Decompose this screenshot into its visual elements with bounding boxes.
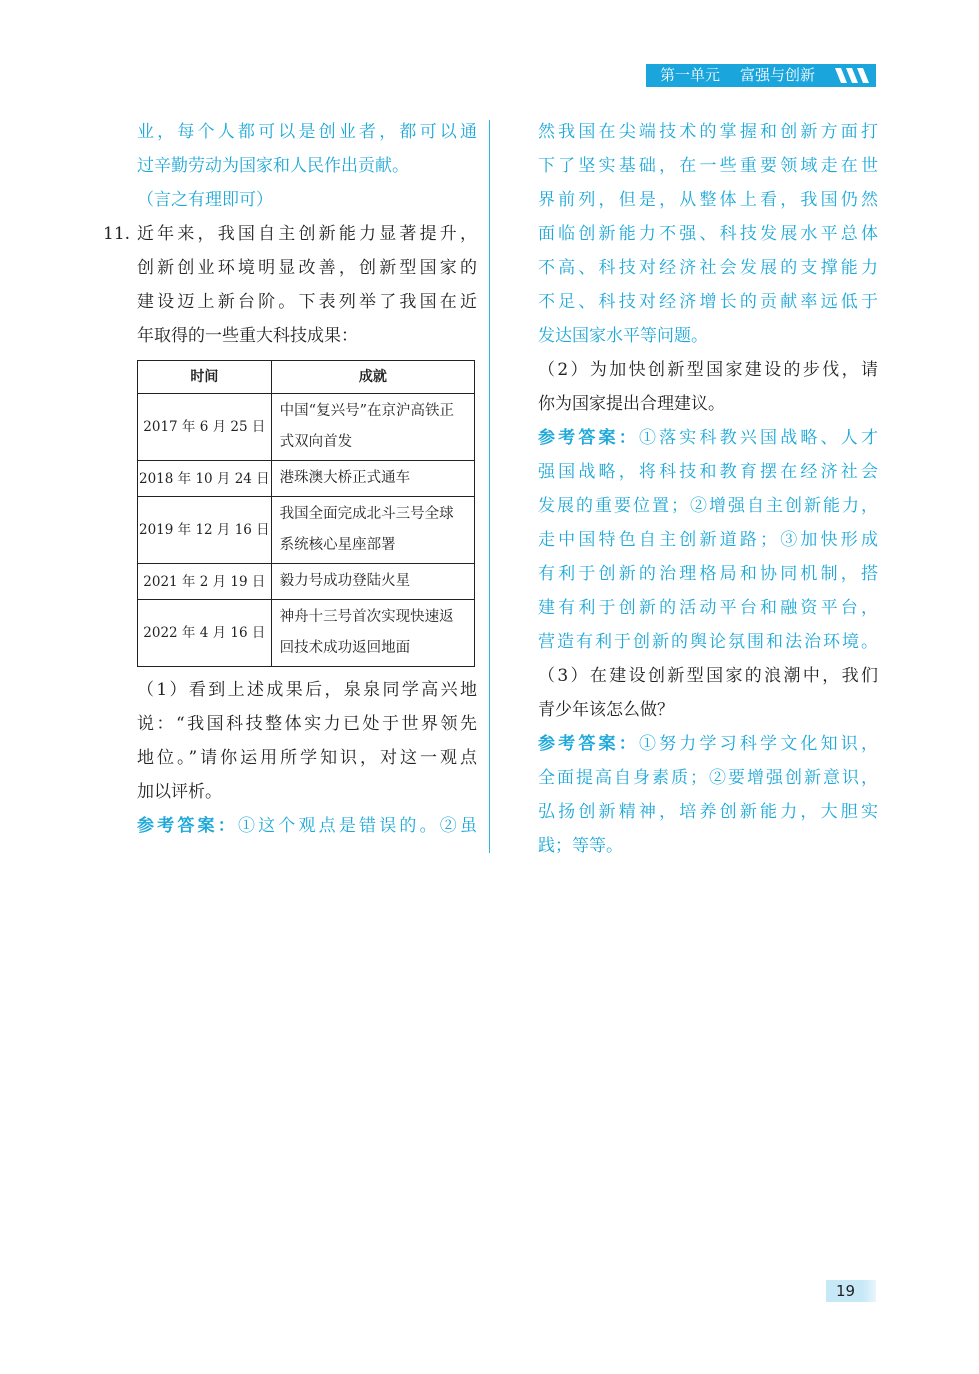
table-row: [138, 394, 475, 461]
answer-text: ①落实科教兴国战略、人才: [638, 428, 878, 448]
row-achievement: 神舟十三号首次实现快速返回技术成功返回地面: [271, 600, 474, 667]
column-divider: [489, 120, 490, 853]
answer-2-line: 有利于创新的治理格局和协同机制，搭: [538, 564, 878, 584]
answer-1-line: 不高、科技对经济社会发展的支撑能力: [538, 258, 878, 278]
achievements-table: [137, 360, 475, 667]
unit-header: [646, 64, 876, 87]
unit-name: 第一单元: [660, 66, 721, 84]
answer-1-line: 然我国在尖端技术的掌握和创新方面打: [538, 122, 878, 142]
row-date: 2021 年 2 月 19 日: [138, 564, 272, 600]
row-date: 2019 年 12 月 16 日: [138, 497, 272, 564]
row-achievement: 我国全面完成北斗三号全球系统核心星座部署: [271, 497, 474, 564]
answer-2-line: 强国战略，将科技和教育摆在经济社会: [538, 462, 878, 482]
table-header-row: [138, 361, 475, 394]
right-column: [538, 115, 878, 863]
answer-2-line: 建有利于创新的活动平台和融资平台，: [538, 598, 878, 618]
prev-answer-line: 过辛勤劳动为国家和人民作出贡献。: [137, 156, 409, 176]
answer-label: 参考答案：: [538, 428, 639, 448]
answer-1-line: 发达国家水平等问题。: [538, 326, 708, 346]
row-achievement: 中国“复兴号”在京沪高铁正式双向首发: [271, 394, 474, 461]
question-11: [103, 217, 477, 353]
answer-text: ①这个观点是错误的。②虽: [237, 816, 477, 836]
answer-3-line: 弘扬创新精神，培养创新能力，大胆实: [538, 802, 878, 822]
answer-2-line: 营造有利于创新的舆论氛围和法治环境。: [538, 632, 878, 652]
question-number: 11.: [103, 224, 131, 244]
answer-text: ①努力学习科学文化知识，: [638, 734, 878, 754]
answer-1-line: [137, 809, 477, 843]
row-date: 2017 年 6 月 25 日: [138, 394, 272, 461]
answer-label: 参考答案：: [538, 734, 639, 754]
sub-question-1-line: 加以评析。: [137, 782, 222, 802]
left-column: [103, 115, 477, 843]
answer-2-line: [538, 421, 878, 455]
table-row: [138, 461, 475, 497]
table-row: [138, 497, 475, 564]
sub-question-1-line: 地位。”请你运用所学知识，对这一观点: [137, 748, 477, 768]
question-line: 近年来，我国自主创新能力显著提升，: [137, 224, 477, 244]
row-date: 2022 年 4 月 16 日: [138, 600, 272, 667]
sub-question-2-line: （2）为加快创新型国家建设的步伐，请: [538, 360, 878, 380]
answer-2-line: 走中国特色自主创新道路；③加快形成: [538, 530, 878, 550]
answer-3-line: 践；等等。: [538, 836, 623, 856]
table-row: [138, 600, 475, 667]
question-line: 年取得的一些重大科技成果：: [137, 326, 358, 346]
answer-1-line: 下了坚实基础，在一些重要领域走在世: [538, 156, 878, 176]
prev-answer-line: （言之有理即可）: [137, 190, 273, 210]
sub-question-1-line: 说：“我国科技整体实力已处于世界领先: [137, 714, 477, 734]
answer-1-line: 不足、科技对经济增长的贡献率远低于: [538, 292, 878, 312]
prev-answer-line: 业，每个人都可以是创业者，都可以通: [137, 122, 477, 142]
column-header-time: 时间: [138, 361, 272, 394]
sub-question-2-line: 你为国家提出合理建议。: [538, 394, 725, 414]
row-date: 2018 年 10 月 24 日: [138, 461, 272, 497]
sub-question-3-line: 青少年该怎么做？: [538, 700, 674, 720]
page-number-text: 19: [836, 1282, 856, 1300]
sub-question-1-line: （1）看到上述成果后，泉泉同学高兴地: [137, 680, 477, 700]
answer-3-line: [538, 727, 878, 761]
table-row: [138, 564, 475, 600]
answer-label: 参考答案：: [137, 816, 238, 836]
answer-2-line: 发展的重要位置；②增强自主创新能力，: [538, 496, 878, 516]
unit-title: 富强与创新: [740, 66, 816, 84]
answer-1-line: 面临创新能力不强、科技发展水平总体: [538, 224, 878, 244]
page-number: [826, 1280, 876, 1302]
question-line: 创新创业环境明显改善，创新型国家的: [137, 258, 477, 278]
row-achievement: 毅力号成功登陆火星: [271, 564, 474, 600]
answer-1-line: 界前列，但是，从整体上看，我国仍然: [538, 190, 878, 210]
row-achievement: 港珠澳大桥正式通车: [271, 461, 474, 497]
column-header-achievement: 成就: [271, 361, 474, 394]
sub-question-3-line: （3）在建设创新型国家的浪潮中，我们: [538, 666, 878, 686]
slash-stripes-icon: [832, 64, 876, 87]
question-line: 建设迈上新台阶。下表列举了我国在近: [137, 292, 477, 312]
answer-3-line: 全面提高自身素质；②要增强创新意识，: [538, 768, 878, 788]
